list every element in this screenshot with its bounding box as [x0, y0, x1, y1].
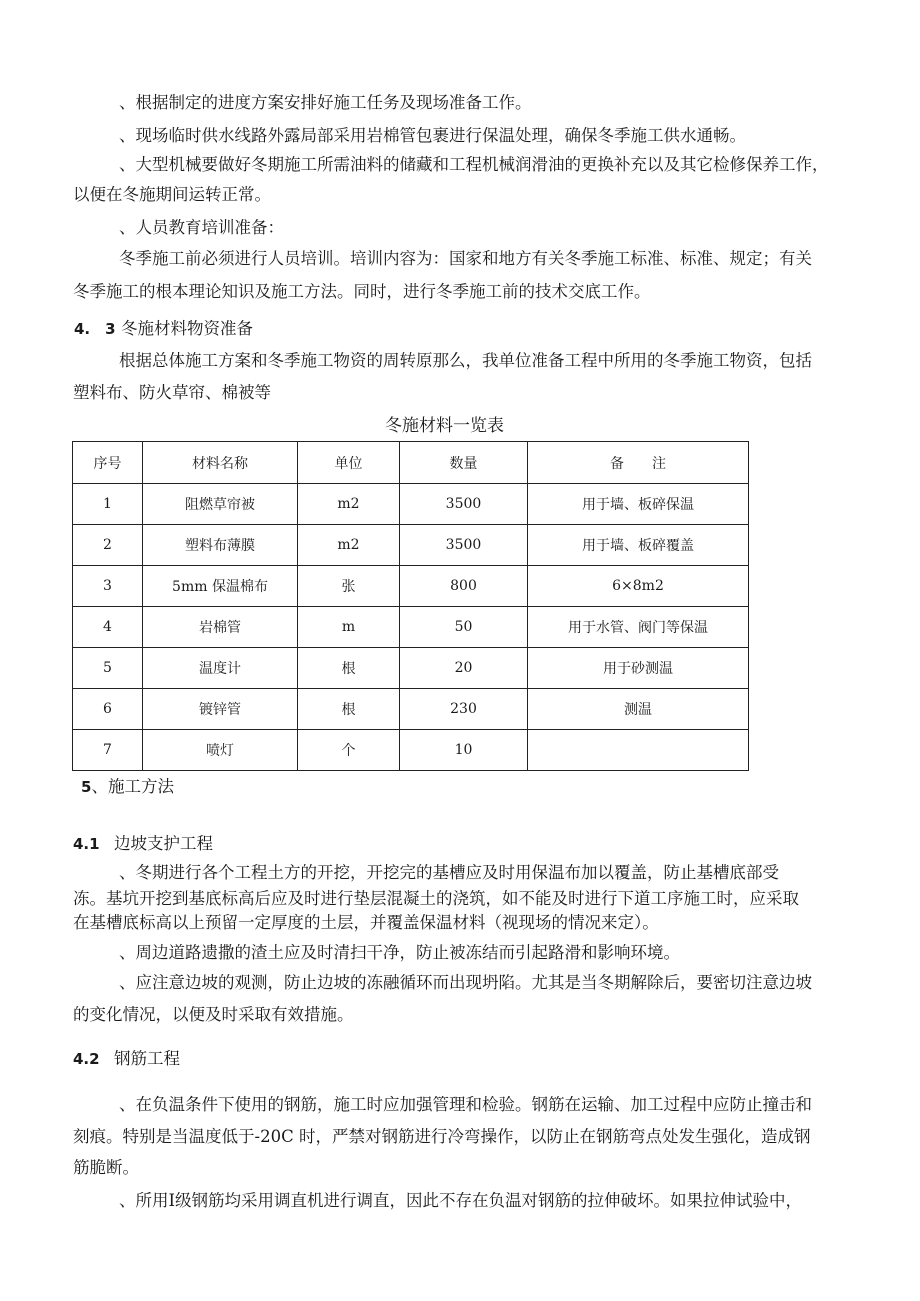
table-cell: m2: [298, 484, 400, 525]
table-cell: 1: [73, 484, 143, 525]
table-cell: 6×8m2: [528, 566, 749, 607]
table-cell: 3500: [400, 525, 528, 566]
table-cell: 7: [73, 730, 143, 771]
table-cell: 20: [400, 648, 528, 689]
section-title: 、施工方法: [91, 777, 174, 796]
text-line: 筋脆断。: [73, 1158, 139, 1177]
table-cell: 温度计: [143, 648, 298, 689]
text-line: 冬季施工前必须进行人员培训。培训内容为：国家和地方有关冬季施工标准、标准、规定；有关: [119, 249, 812, 268]
text-line: 、周边道路遗撒的渣土应及时清扫干净，防止被冻结而引起路滑和影响环境。: [119, 943, 680, 962]
text-line: 、根据制定的进度方案安排好施工任务及现场准备工作。: [119, 93, 532, 112]
table-cell: 10: [400, 730, 528, 771]
text-line: 在基槽底标高以上预留一定厚度的土层，并覆盖保温材料（视现场的情况来定）。: [73, 913, 659, 932]
table-row: [73, 525, 749, 566]
table-cell: 50: [400, 607, 528, 648]
section-heading-4-1: [73, 833, 213, 855]
table-row: [73, 566, 749, 607]
table-cell: 2: [73, 525, 143, 566]
table-cell: 3: [73, 566, 143, 607]
table-cell: 3500: [400, 484, 528, 525]
table-cell: 根: [298, 648, 400, 689]
table-cell: 4: [73, 607, 143, 648]
table-row: [73, 607, 749, 648]
table-cell: 用于墙、板碎保温: [528, 484, 749, 525]
table-cell: 用于水管、阀门等保温: [528, 607, 749, 648]
table-caption: 冬施材料一览表: [385, 416, 504, 436]
text-line: 、现场临时供水线路外露局部采用岩棉管包裹进行保温处理，确保冬季施工供水通畅。: [119, 126, 746, 145]
table-cell: 塑料布薄膜: [143, 525, 298, 566]
table-cell: 6: [73, 689, 143, 730]
text-line: 、在负温条件下使用的钢筋，施工时应加强管理和检验。钢筋在运输、加工过程中应防止撞击和: [119, 1095, 812, 1114]
text-line: 的变化情况，以便及时采取有效措施。: [73, 1005, 354, 1024]
table-row: [73, 484, 749, 525]
section-title: 冬施材料物资准备: [121, 319, 253, 338]
text-line: 、大型机械要做好冬期施工所需油料的储藏和工程机械润滑油的更换补充以及其它检修保养工作，: [119, 155, 829, 174]
header-cell: 材料名称: [143, 442, 298, 484]
text-line: 、所用Ⅰ级钢筋均采用调直机进行调直，因此不存在负温对钢筋的拉伸破坏。如果拉伸试验中，: [119, 1191, 803, 1210]
text-line: 根据总体施工方案和冬季施工物资的周转原那么，我单位准备工程中所用的冬季施工物资，包括: [119, 351, 812, 370]
table-cell: 测温: [528, 689, 749, 730]
section-title: 钢筋工程: [114, 1049, 180, 1068]
text-line: 冬季施工的根本理论知识及施工方法。同时，进行冬季施工前的技术交底工作。: [73, 282, 651, 301]
header-cell: 单位: [298, 442, 400, 484]
table-cell: 镀锌管: [143, 689, 298, 730]
section-number: 4.2: [73, 1050, 100, 1068]
header-cell: 序号: [73, 442, 143, 484]
table-row: [73, 689, 749, 730]
table-cell: 张: [298, 566, 400, 607]
text-line: 、应注意边坡的观测，防止边坡的冻融循环而出现坍陷。尤其是当冬期解除后，要密切注意边坡: [119, 973, 812, 992]
table-cell: 用于砂测温: [528, 648, 749, 689]
section-number: 4.1: [73, 835, 100, 853]
table-cell: 阻燃草帘被: [143, 484, 298, 525]
text-line: 冻。基坑开挖到基底标高后应及时进行垫层混凝土的浇筑，如不能及时进行下道工序施工时，应采取: [73, 889, 799, 908]
section-heading-5: [81, 776, 174, 798]
header-cell: 备 注: [528, 442, 749, 484]
table-cell: m2: [298, 525, 400, 566]
text-line: 塑料布、防火草帘、棉被等: [73, 383, 271, 402]
table-cell: 个: [298, 730, 400, 771]
table-cell: m: [298, 607, 400, 648]
section-title: 边坡支护工程: [114, 834, 213, 853]
table-cell: [528, 730, 749, 771]
section-heading-4-2: [73, 1048, 180, 1070]
table-cell: 岩棉管: [143, 607, 298, 648]
table-cell: 喷灯: [143, 730, 298, 771]
table-cell: 5: [73, 648, 143, 689]
table-cell: 800: [400, 566, 528, 607]
table-cell: 230: [400, 689, 528, 730]
table-row: [73, 730, 749, 771]
table-cell: 5mm 保温棉布: [143, 566, 298, 607]
table-cell: 用于墙、板碎覆盖: [528, 525, 749, 566]
text-line: 以便在冬施期间运转正常。: [73, 185, 271, 204]
section-heading-4-3: [74, 318, 253, 340]
section-number: 4. 3: [74, 320, 116, 338]
header-cell: 数量: [400, 442, 528, 484]
text-line: 、冬期进行各个工程土方的开挖，开挖完的基槽应及时用保温布加以覆盖，防止基槽底部受: [119, 863, 779, 882]
text-line: 刻痕。特别是当温度低于-20C 时，严禁对钢筋进行冷弯操作，以防止在钢筋弯点处发生强化，造成钢: [73, 1127, 811, 1146]
text-line: 、人员教育培训准备：: [119, 218, 284, 237]
table-header-row: [73, 442, 749, 484]
section-number: 5: [81, 778, 92, 796]
table-cell: 根: [298, 689, 400, 730]
table-row: [73, 648, 749, 689]
materials-table: [72, 441, 749, 771]
